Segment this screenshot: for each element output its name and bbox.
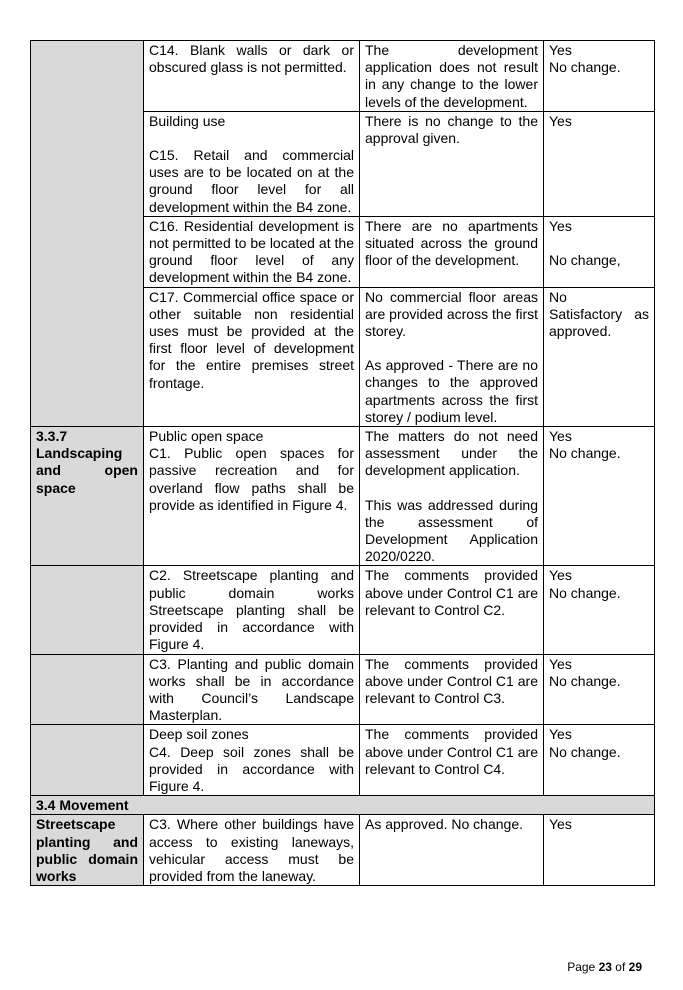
compliance-cell xyxy=(544,216,655,287)
page-of: of xyxy=(615,960,626,974)
response-cell xyxy=(360,216,544,287)
control-title: Building use xyxy=(149,112,226,129)
heading-cell xyxy=(31,427,144,566)
compliance-note: No change, xyxy=(549,252,621,269)
response-text: As approved. No change. xyxy=(365,816,523,833)
control-text: C14. Blank walls or dark or obscured glass is not permitted. xyxy=(149,42,354,76)
section-row xyxy=(31,796,655,815)
table-row xyxy=(31,815,655,886)
table-row xyxy=(31,41,655,112)
response-cell xyxy=(360,287,544,426)
control-cell xyxy=(144,111,360,216)
compliance-note: No change. xyxy=(549,672,621,689)
response-text: There is no change to the approval given. xyxy=(365,112,538,147)
compliance-note: No change. xyxy=(549,743,621,760)
response-text: As approved - There are no changes to the approved apartments across the first storey / podium level. xyxy=(365,357,538,425)
row-heading: Streetscape planting and public domain works xyxy=(36,816,138,884)
response-text: There are no apartments situated across the ground floor of the development. xyxy=(365,217,538,269)
compliance-table xyxy=(30,40,655,886)
response-text: The comments provided above under Control C1 are relevant to Control C3. xyxy=(365,655,538,706)
section-title: 3.4 Movement xyxy=(31,796,655,815)
response-cell xyxy=(360,41,544,112)
table-row xyxy=(31,427,655,566)
compliance-cell xyxy=(544,815,655,886)
response-cell xyxy=(360,725,544,796)
control-text: C2. Streetscape planting and public domain works Streetscape planting shall be provided in accordance with Figure 4. xyxy=(149,567,354,653)
table-row xyxy=(31,566,655,654)
control-text: C15. Retail and commercial uses are to be located on at the ground floor level for all development within the B4 zone. xyxy=(149,147,354,215)
response-cell xyxy=(360,815,544,886)
response-text: The comments provided above under Control C1 are relevant to Control C2. xyxy=(365,567,538,618)
control-cell xyxy=(144,815,360,886)
heading-cell xyxy=(31,654,144,725)
compliance-text: Yes xyxy=(549,112,572,129)
compliance-note: Satisfactory as approved. xyxy=(549,305,649,340)
control-text: C4. Deep soil zones shall be provided in accordance with Figure 4. xyxy=(149,743,354,794)
response-cell xyxy=(360,111,544,216)
heading-cell xyxy=(31,725,144,796)
table-row xyxy=(31,725,655,796)
control-cell xyxy=(144,216,360,287)
compliance-text: Yes xyxy=(549,655,572,672)
heading-cell xyxy=(31,566,144,654)
page-total: 29 xyxy=(628,960,642,974)
compliance-text: Yes xyxy=(549,726,572,743)
control-cell xyxy=(144,654,360,725)
control-cell xyxy=(144,725,360,796)
section-heading: 3.3.7 Landscaping and open space xyxy=(36,428,138,496)
response-cell xyxy=(360,566,544,654)
compliance-note: No change. xyxy=(549,445,621,462)
control-title: Deep soil zones xyxy=(149,726,249,743)
compliance-text: Yes xyxy=(549,42,572,58)
response-text: No commercial floor areas are provided across the first storey. xyxy=(365,288,538,340)
control-text: C1. Public open spaces for passive recreation and for overland flow paths shall be provide as identified in Figure 4. xyxy=(149,445,354,513)
compliance-note: No change. xyxy=(549,59,621,76)
compliance-text: No xyxy=(549,288,567,305)
control-cell xyxy=(144,41,360,112)
compliance-cell xyxy=(544,725,655,796)
heading-cell xyxy=(31,41,144,427)
response-cell xyxy=(360,427,544,566)
control-text: C3. Planting and public domain works shall be in accordance with Council’s Landscape Masterplan. xyxy=(149,655,354,724)
response-text: The matters do not need assessment under the development application. xyxy=(365,428,538,479)
control-cell xyxy=(144,427,360,566)
compliance-cell xyxy=(544,111,655,216)
response-text: This was addressed during the assessment of Development Application 2020/0220. xyxy=(365,496,538,565)
compliance-text: Yes xyxy=(549,217,572,234)
control-text: C16. Residential development is not permitted to be located at the ground floor level of any development within the B4 zone. xyxy=(149,217,354,286)
heading-cell xyxy=(31,815,144,886)
control-text: C17. Commercial office space or other suitable non residential uses must be provided at the first floor level of development for the entire premises street frontage. xyxy=(149,288,354,391)
control-title: Public open space xyxy=(149,428,264,445)
compliance-text: Yes xyxy=(549,428,572,445)
compliance-cell xyxy=(544,41,655,112)
compliance-text: Yes xyxy=(549,816,572,833)
page-label: Page xyxy=(567,960,596,974)
control-text: C3. Where other buildings have access to existing laneways, vehicular access must be provided from the laneway. xyxy=(149,816,354,884)
compliance-cell xyxy=(544,654,655,725)
control-cell xyxy=(144,566,360,654)
compliance-text: Yes xyxy=(549,567,572,584)
page-number: 23 xyxy=(598,960,612,974)
compliance-cell xyxy=(544,427,655,566)
page-footer xyxy=(567,960,642,974)
table-row xyxy=(31,654,655,725)
response-cell xyxy=(360,654,544,725)
compliance-note: No change. xyxy=(549,584,621,601)
response-text: The comments provided above under Control C1 are relevant to Control C4. xyxy=(365,726,538,777)
compliance-cell xyxy=(544,566,655,654)
response-text: The development application does not result in any change to the lower levels of the development. xyxy=(365,42,538,110)
control-cell xyxy=(144,287,360,426)
compliance-cell xyxy=(544,287,655,426)
